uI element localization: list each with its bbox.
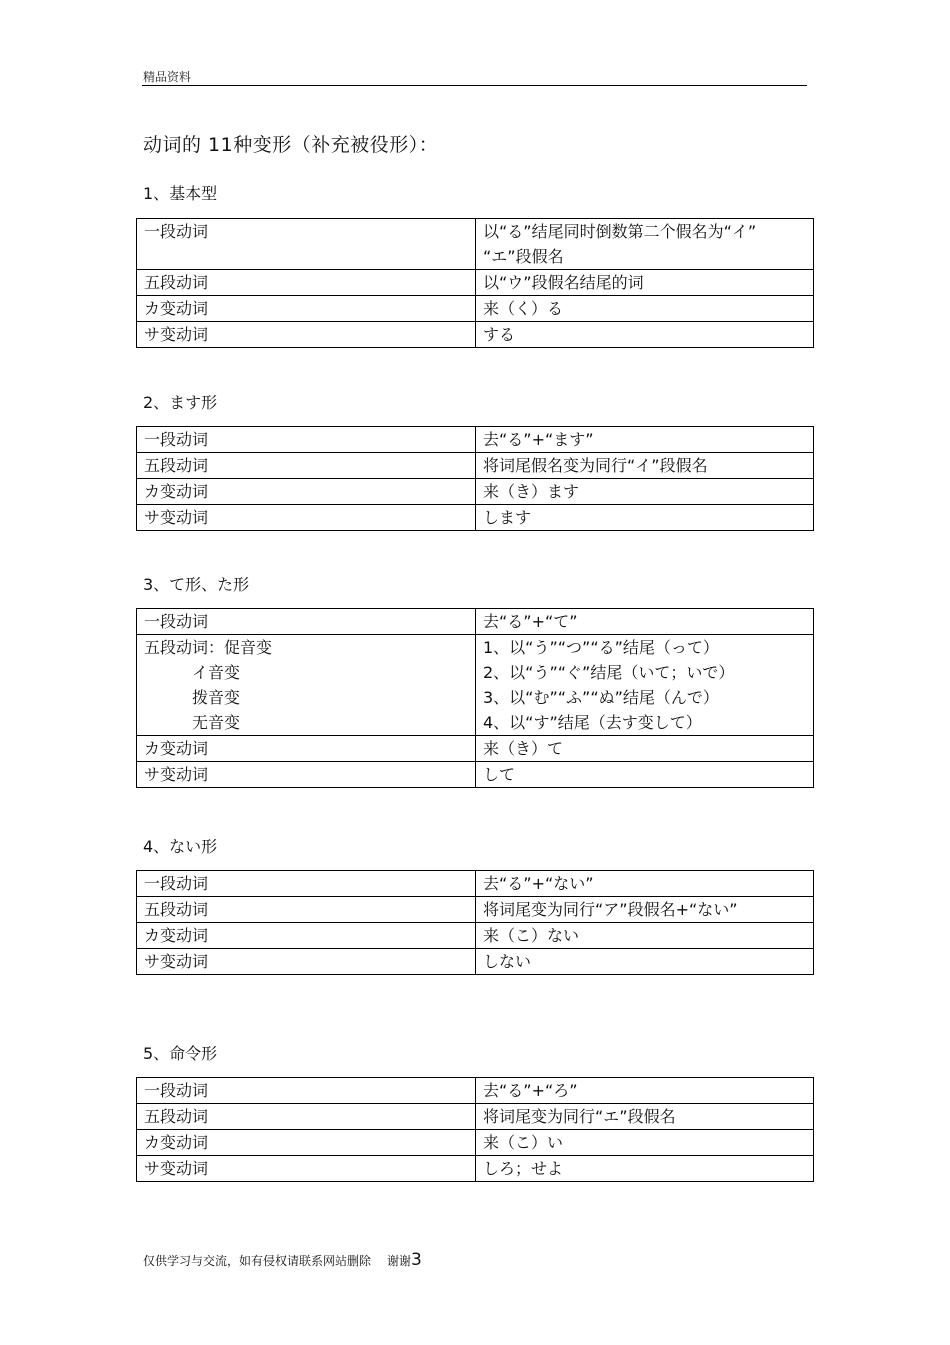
rule-line: “エ”段假名 bbox=[483, 247, 564, 266]
table-row bbox=[137, 871, 814, 897]
table-row bbox=[137, 762, 814, 788]
verb-type-cell: 五段动词 bbox=[137, 270, 476, 296]
section-title-basic-form: 1、基本型 bbox=[143, 184, 218, 203]
rule-line: 2、以“う”“ぐ”结尾（いて；いで） bbox=[483, 663, 735, 682]
rule-cell: 将词尾变为同行“ア”段假名+“ない” bbox=[476, 897, 814, 923]
table-row bbox=[137, 609, 814, 635]
header-label: 精品资料 bbox=[143, 70, 192, 84]
section-title-imperative-form: 5、命令形 bbox=[143, 1044, 218, 1063]
section-title-te-ta-form: 3、て形、た形 bbox=[143, 575, 250, 594]
verb-type-cell: カ变动词 bbox=[137, 1130, 476, 1156]
verb-type-cell: カ变动词 bbox=[137, 296, 476, 322]
table-row bbox=[137, 736, 814, 762]
sound-change-label: 无音变 bbox=[192, 713, 241, 732]
section-title-nai-form: 4、ない形 bbox=[143, 837, 218, 856]
imperative-form-table bbox=[136, 1077, 814, 1182]
verb-type-cell: カ变动词 bbox=[137, 923, 476, 949]
rule-cell: して bbox=[476, 762, 814, 788]
table-row bbox=[137, 505, 814, 531]
verb-type-cell: サ变动词 bbox=[137, 505, 476, 531]
rule-cell: 来（こ）ない bbox=[476, 923, 814, 949]
footer bbox=[143, 1250, 422, 1270]
table-row bbox=[137, 1156, 814, 1182]
rule-cell bbox=[476, 635, 814, 736]
rule-cell: 将词尾变为同行“エ”段假名 bbox=[476, 1104, 814, 1130]
footer-thanks: 谢谢 bbox=[387, 1254, 412, 1268]
rule-line: 1、以“う”“つ”“る”结尾（って） bbox=[483, 638, 719, 657]
rule-cell: 来（く）る bbox=[476, 296, 814, 322]
rule-line: 4、以“す”结尾（去す变して） bbox=[483, 713, 702, 732]
verb-type-cell: サ变动词 bbox=[137, 322, 476, 348]
rule-cell: 去“る”+“て” bbox=[476, 609, 814, 635]
verb-type-cell: 五段动词 bbox=[137, 453, 476, 479]
rule-cell: 来（き）ます bbox=[476, 479, 814, 505]
verb-type-cell: カ变动词 bbox=[137, 479, 476, 505]
te-ta-form-table bbox=[136, 608, 814, 788]
basic-form-table bbox=[136, 218, 814, 348]
table-row bbox=[137, 427, 814, 453]
table-row bbox=[137, 1130, 814, 1156]
rule-cell: しろ；せよ bbox=[476, 1156, 814, 1182]
header-divider bbox=[142, 85, 807, 86]
verb-type-cell bbox=[137, 635, 476, 736]
table-row bbox=[137, 479, 814, 505]
rule-line: 3、以“む”“ふ”“ぬ”结尾（んで） bbox=[483, 688, 719, 707]
verb-type-cell: 一段动词 bbox=[137, 871, 476, 897]
verb-type-cell: 五段动词 bbox=[137, 897, 476, 923]
verb-type-cell: 一段动词 bbox=[137, 609, 476, 635]
verb-type-cell: カ变动词 bbox=[137, 736, 476, 762]
rule-cell: 来（こ）い bbox=[476, 1130, 814, 1156]
rule-cell: します bbox=[476, 505, 814, 531]
rule-cell: 来（き）て bbox=[476, 736, 814, 762]
verb-type-cell: サ变动词 bbox=[137, 949, 476, 975]
verb-type-cell: 一段动词 bbox=[137, 219, 476, 270]
page-number: 3 bbox=[411, 1250, 422, 1270]
sound-change-label: イ音变 bbox=[192, 663, 241, 682]
table-row bbox=[137, 322, 814, 348]
table-row bbox=[137, 270, 814, 296]
verb-type-cell: 五段动词 bbox=[137, 1104, 476, 1130]
table-row bbox=[137, 923, 814, 949]
masu-form-table bbox=[136, 426, 814, 531]
rule-cell: 去“る”+“ろ” bbox=[476, 1078, 814, 1104]
rule-cell: する bbox=[476, 322, 814, 348]
document-title: 动词的 11种变形（补充被役形）： bbox=[143, 134, 439, 156]
rule-cell: 以“ウ”段假名结尾的词 bbox=[476, 270, 814, 296]
table-row bbox=[137, 1104, 814, 1130]
verb-type-cell: 一段动词 bbox=[137, 427, 476, 453]
table-row bbox=[137, 453, 814, 479]
verb-type-cell: サ变动词 bbox=[137, 1156, 476, 1182]
nai-form-table bbox=[136, 870, 814, 975]
rule-cell: しない bbox=[476, 949, 814, 975]
footer-disclaimer: 仅供学习与交流，如有侵权请联系网站删除 bbox=[143, 1254, 372, 1268]
table-row bbox=[137, 219, 814, 270]
table-row bbox=[137, 1078, 814, 1104]
table-row bbox=[137, 897, 814, 923]
verb-type-cell: 一段动词 bbox=[137, 1078, 476, 1104]
verb-type-cell: サ变动词 bbox=[137, 762, 476, 788]
rule-line: 以“る”结尾同时倒数第二个假名为“イ” bbox=[483, 222, 757, 241]
rule-cell: 去“る”+“ます” bbox=[476, 427, 814, 453]
table-row bbox=[137, 949, 814, 975]
section-title-masu-form: 2、ます形 bbox=[143, 393, 218, 412]
rule-cell: 将词尾假名变为同行“イ”段假名 bbox=[476, 453, 814, 479]
table-row bbox=[137, 635, 814, 736]
sound-change-label: 拨音变 bbox=[192, 688, 241, 707]
rule-cell: 去“る”+“ない” bbox=[476, 871, 814, 897]
table-row bbox=[137, 296, 814, 322]
rule-cell bbox=[476, 219, 814, 270]
verb-type-label: 五段动词：促音变 bbox=[144, 638, 273, 657]
